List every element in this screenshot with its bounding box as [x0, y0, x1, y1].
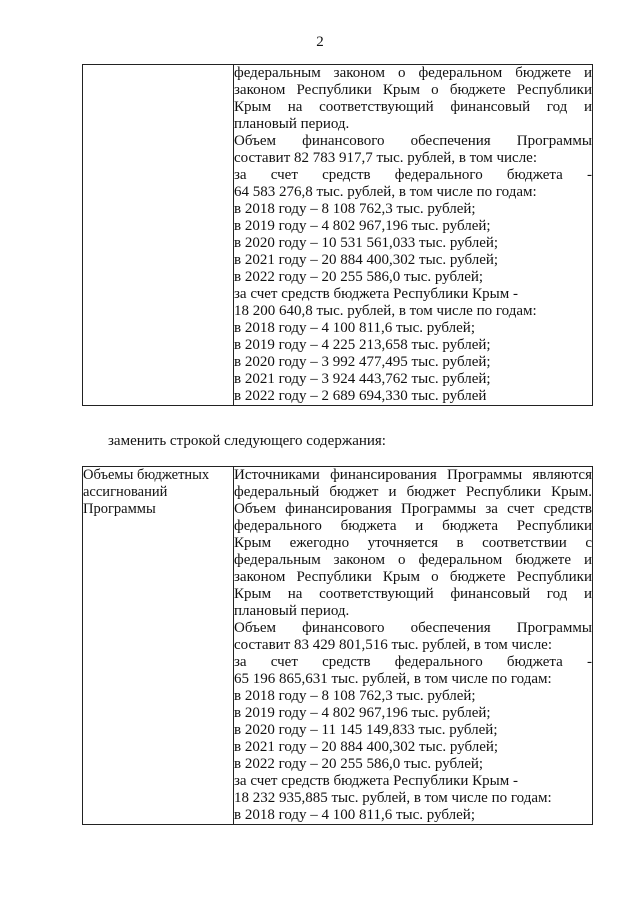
previous-funding-table — [82, 64, 593, 406]
text-line: федеральным законом о федеральном бюджете и — [234, 65, 592, 81]
text-line: в 2021 году – 20 884 400,302 тыс. рублей; — [234, 252, 499, 268]
text-line: 18 200 640,8 тыс. рублей, в том числе по годам: — [234, 303, 537, 319]
text-line: составит 82 783 917,7 тыс. рублей, в том числе: — [234, 150, 538, 166]
text-line: в 2019 году – 4 802 967,196 тыс. рублей; — [234, 218, 491, 234]
previous-funding-cell — [234, 65, 593, 406]
text-line: Крым на соответствующий финансовый год и — [234, 99, 592, 115]
left-cell-empty — [83, 65, 234, 406]
label-line: Объемы бюджетных — [83, 467, 210, 483]
new-funding-table — [82, 466, 593, 825]
text-line: в 2020 году – 3 992 477,495 тыс. рублей; — [234, 354, 491, 370]
text-line: в 2019 году – 4 802 967,196 тыс. рублей; — [234, 705, 491, 721]
text-line: в 2021 году – 20 884 400,302 тыс. рублей; — [234, 739, 499, 755]
label-line: Программы — [83, 501, 156, 517]
label-line: ассигнований — [83, 484, 168, 500]
text-line: 64 583 276,8 тыс. рублей, в том числе по годам: — [234, 184, 537, 200]
text-line: в 2020 году – 10 531 561,033 тыс. рублей; — [234, 235, 499, 251]
table-row — [83, 65, 593, 406]
text-line: 18 232 935,885 тыс. рублей, в том числе по годам: — [234, 790, 552, 806]
new-funding-cell — [234, 467, 593, 825]
text-line: в 2018 году – 8 108 762,3 тыс. рублей; — [234, 201, 476, 217]
text-line: федерального бюджета и бюджета Республики — [234, 518, 592, 534]
text-line: Крым на соответствующий финансовый год и — [234, 586, 592, 602]
text-line: федеральным законом о федеральном бюджете и — [234, 552, 592, 568]
text-line: Объем финансового обеспечения Программы — [234, 133, 592, 149]
text-line: в 2022 году – 20 255 586,0 тыс. рублей; — [234, 269, 484, 285]
table-row — [83, 467, 593, 825]
text-line: в 2020 году – 11 145 149,833 тыс. рублей; — [234, 722, 498, 738]
text-line: законом Республики Крым о бюджете Республики — [234, 82, 592, 98]
text-line: за счет средств бюджета Республики Крым - — [234, 286, 518, 302]
budget-allocations-label-cell — [83, 467, 234, 825]
text-line: в 2019 году – 4 225 213,658 тыс. рублей; — [234, 337, 491, 353]
text-line: 65 196 865,631 тыс. рублей, в том числе по годам: — [234, 671, 552, 687]
text-line: федеральный бюджет и бюджет Республики Крым. — [234, 484, 592, 500]
text-line: в 2022 году – 2 689 694,330 тыс. рублей — [234, 388, 487, 404]
text-line: за счет средств федерального бюджета - — [234, 654, 592, 670]
text-line: Источниками финансирования Программы являются — [234, 467, 592, 483]
text-line: в 2021 году – 3 924 443,762 тыс. рублей; — [234, 371, 491, 387]
text-line: в 2018 году – 8 108 762,3 тыс. рублей; — [234, 688, 476, 704]
text-line: плановый период. — [234, 116, 350, 132]
replace-instruction: заменить строкой следующего содержания: — [108, 433, 386, 449]
text-line: в 2018 году – 4 100 811,6 тыс. рублей; — [234, 807, 475, 823]
text-line: составит 83 429 801,516 тыс. рублей, в том числе: — [234, 637, 553, 653]
text-line: Объем финансирования Программы за счет средств — [234, 501, 592, 517]
text-line: законом Республики Крым о бюджете Республики — [234, 569, 592, 585]
text-line: Крым ежегодно уточняется в соответствии с — [234, 535, 592, 551]
text-line: за счет средств бюджета Республики Крым - — [234, 773, 518, 789]
text-line: плановый период. — [234, 603, 350, 619]
text-line: Объем финансового обеспечения Программы — [234, 620, 592, 636]
page-number: 2 — [316, 34, 324, 50]
text-line: за счет средств федерального бюджета - — [234, 167, 592, 183]
text-line: в 2018 году – 4 100 811,6 тыс. рублей; — [234, 320, 475, 336]
text-line: в 2022 году – 20 255 586,0 тыс. рублей; — [234, 756, 484, 772]
